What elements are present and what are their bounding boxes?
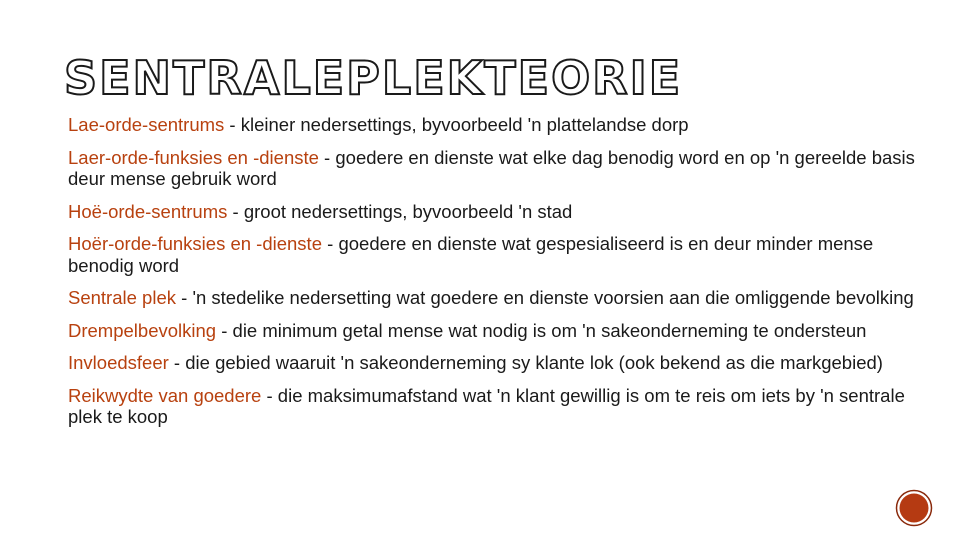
definition-separator: - [168, 352, 186, 373]
definition-text: die minimum getal mense wat nodig is om 'n sakeonderneming te ondersteun [232, 319, 867, 341]
definition-text: groot nedersettings, byvoorbeeld 'n stad [243, 200, 573, 222]
definition-item [68, 287, 918, 309]
definition-term: Reikwydte van goedere [68, 384, 262, 406]
definition-list [68, 114, 918, 439]
definition-separator: - [224, 114, 241, 135]
definition-item [68, 320, 918, 342]
definition-item [68, 385, 918, 428]
definition-item [68, 233, 918, 276]
definition-term: Sentrale plek [68, 287, 176, 308]
definition-item [68, 201, 918, 223]
definition-text: kleiner nedersettings, byvoorbeeld 'n plattelandse dorp [240, 114, 689, 135]
definition-text: 'n stedelike nedersetting wat goedere en dienste voorsien aan die omliggende bevolking [192, 287, 914, 308]
definition-separator: - [216, 319, 233, 341]
definition-separator: - [227, 200, 244, 222]
definition-term: Hoë-orde-sentrums [68, 200, 228, 222]
definition-text: goedere en dienste wat elke dag benodig word en op 'n gereelde basis deur mense gebruik word [68, 146, 915, 189]
definition-text: die maksimumafstand wat 'n klant gewillig is om te reis om iets by 'n sentrale plek te koop [68, 384, 905, 427]
definition-separator: - [322, 233, 339, 254]
definition-term: Lae-orde-sentrums [68, 114, 225, 135]
definition-separator: - [175, 287, 193, 308]
definition-item [68, 352, 918, 374]
definition-term: Drempelbevolking [68, 319, 217, 341]
definition-term: Laer-orde-funksies en -dienste [68, 146, 319, 168]
definition-term: Hoër-orde-funksies en -dienste [68, 233, 322, 254]
definition-item [68, 147, 918, 190]
definition-text: die gebied waaruit 'n sakeonderneming sy klante lok (ook bekend as die markgebied) [185, 352, 883, 373]
definition-term: Invloedsfeer [68, 352, 169, 373]
definition-item [68, 114, 918, 136]
definition-text: goedere en dienste wat gespesialiseerd is en deur minder mense benodig word [68, 233, 874, 276]
definition-separator: - [261, 384, 278, 406]
slide-title: SENTRALEPLEKTEORIE [64, 51, 683, 105]
circle-badge-icon [895, 489, 933, 527]
definition-separator: - [318, 146, 336, 168]
